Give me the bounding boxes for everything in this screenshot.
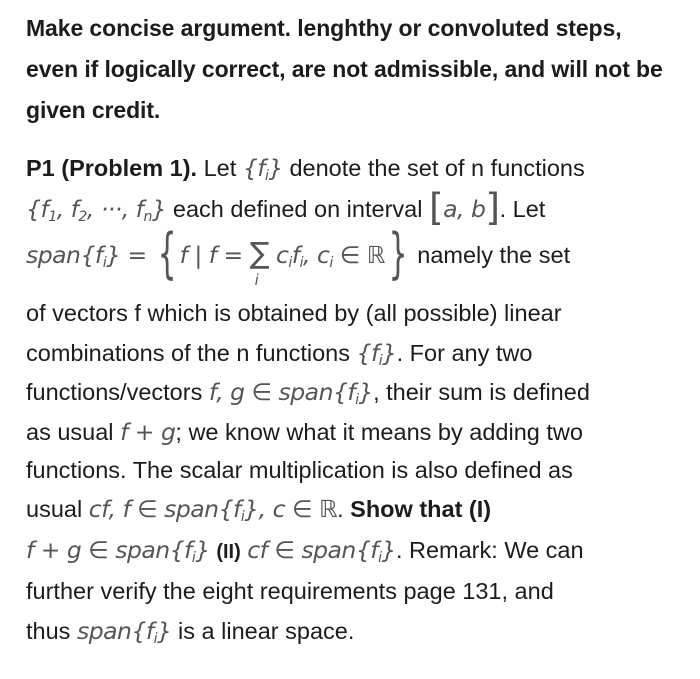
- problem-line-6: functions/vectors f, g ∈ $span\{f_i\}$, their sum is defined: [26, 378, 590, 409]
- problem-label: P1 (Problem 1).: [26, 155, 198, 181]
- math-span-definition: $span\{f_i\}$ = { f | f = ∑ i $c_if_i$, $c_i$ ∈ ℝ}: [26, 221, 408, 289]
- math-interval: [a, b]: [428, 185, 500, 229]
- problem-line-1: P1 (Problem 1). Let $\{f_i\}$ denote the set of n functions: [26, 154, 585, 185]
- problem-line-3: $span\{f_i\}$ = { f | f = ∑ i $c_if_i$, $c_i$ ∈ ℝ} namely the set: [26, 221, 571, 289]
- problem-line-11: further verify the eight requirements page 131, and: [26, 578, 554, 604]
- sigma-symbol: ∑ i: [249, 236, 269, 289]
- problem-line-8: functions. The scalar multiplication is also defined as: [26, 457, 573, 483]
- problem-line-2: {$f_1$, $f_2$, ···, $f_n$} each defined on interval [a, b]. Let: [26, 185, 546, 229]
- problem-line-7: as usual f + g; we know what it means by adding two: [26, 418, 583, 446]
- intro-paragraph: Make concise argument. lenghthy or convoluted steps, even if logically correct, are not admissible, and will not be given credit.: [26, 15, 663, 123]
- math-function-list: {$f_1$, $f_2$, ···, $f_n$}: [26, 195, 167, 226]
- math-set: $\{f_i\}$: [242, 154, 283, 185]
- problem-line-12: thus $span\{f_i\}$ is a linear space.: [26, 617, 355, 648]
- problem-line-4: of vectors f which is obtained by (all possible) linear: [26, 300, 562, 326]
- problem-line-9: usual cf, f ∈ $span\{f_i\}$, c ∈ ℝ. Show that (I): [26, 495, 492, 526]
- problem-line-10: f + g ∈ $span\{f_i\}$ (II) cf ∈ $span\{f_i\}$. Remark: We can: [26, 536, 584, 567]
- problem-line-5: combinations of the n functions $\{f_i\}$. For any two: [26, 339, 533, 370]
